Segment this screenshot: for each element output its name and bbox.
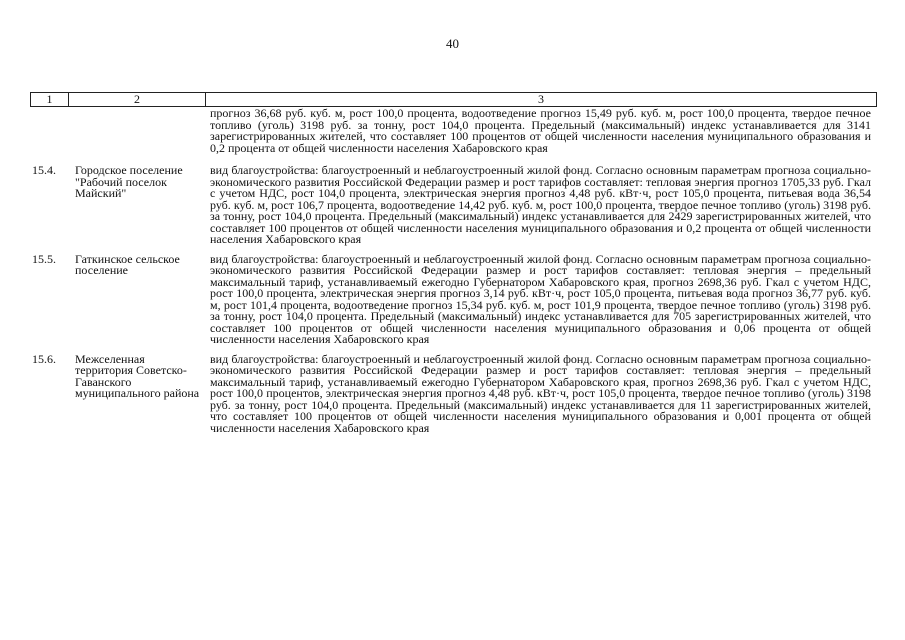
table-body	[30, 108, 877, 442]
municipality-name: Межселенная территория Советско-Гаванского муниципального района	[75, 351, 200, 400]
table-header	[30, 92, 877, 107]
row-number: 15.6.	[32, 351, 56, 366]
municipality-name: Городское поселение "Рабочий поселок Майский"	[75, 163, 183, 200]
table-header-col-1: 1	[31, 93, 69, 106]
table-header-col-2: 2	[69, 93, 206, 106]
municipality-name	[74, 108, 204, 154]
table-header-col-3: 3	[538, 92, 544, 106]
tariff-description: прогноз 36,68 руб. куб. м, рост 100,0 процента, водоотведение прогноз 15,49 руб. куб. м, рост 100,0 процента, твердое печное топливо (уголь) 3198 руб. за тонну, рост 104,0 процента. Предельный (максимальный) индекс устанавливается для 3141 зарегистрированных жителей, что составляет 100 процентов от общей численности населения муниципального образования и 0,2 процента от общей численности населения Хабаровского края	[210, 106, 871, 155]
municipality-name: Гаткинское сельское поселение	[75, 251, 180, 277]
tariff-description: вид благоустройства: благоустроенный и неблагоустроенный жилой фонд. Согласно основным параметрам прогноза социально-экономического развития Российской Федерации размер и рост тарифов составляет: тепловая энергия – предельный максимальный тариф, устанавливаемый ежегодно Губернатором Хабаровского края, прогноз 2698,36 руб. Гкал с учетом НДС, рост 100,0 процента, электрическая энергия прогноз 3,14 руб. кВт·ч, рост 105,0 процента, питьевая вода прогноз 36,77 руб. куб. м, рост 101,4 процента, водоотведение прогноз 15,34 руб. куб. м, рост 101,9 процента, твердое печное топливо (уголь) 3198 руб. за тонну, рост 104,0 процента. Предельный (максимальный) индекс устанавливается для 705 зарегистрированных жителей, что составляет 100 процентов от общей численности населения муниципального образования и 0,06 процента от общей численности населения Хабаровского края	[210, 251, 871, 346]
table-row	[30, 108, 877, 154]
tariff-description: вид благоустройства: благоустроенный и неблагоустроенный жилой фонд. Согласно основным параметрам прогноза социально-экономического развития Российской Федерации размер и рост тарифов составляет: тепловая энергия прогноз 1705,33 руб. Гкал с учетом НДС, рост 104,0 процента, электрическая энергия прогноз 4,48 руб. кВт·ч, рост 105,0 процента, питьевая вода 36,54 руб. куб. м, рост 106,7 процента, водоотведение 14,42 руб. куб. м, рост 100,0 процента, твердое печное топливо (уголь) 3198 руб. за тонну, рост 104,0 процента. Предельный (максимальный) индекс устанавливается для 2429 зарегистрированных жителей, что составляет 100 процентов от общей численности населения муниципального образования и 0,2 процента от общей численности населения Хабаровского края	[210, 163, 871, 246]
table-row	[30, 165, 877, 246]
tariff-description: вид благоустройства: благоустроенный и неблагоустроенный жилой фонд. Согласно основным параметрам прогноза социально-экономического развития Российской Федерации размер и рост тарифов составляет: тепловая энергия – предельный максимальный тариф, устанавливаемый ежегодно Губернатором Хабаровского края, прогноз 2698,36 руб. Гкал с учетом НДС, рост 100,0 процентов, электрическая энергия прогноз 4,48 руб. кВт·ч, рост 105,0 процента, твердое печное топливо (уголь) 3198 руб. за тонну, рост 104,0 процента. Предельный (максимальный) индекс устанавливается для 11 зарегистрированных жителей, что составляет 100 процентов от общей численности населения муниципального образования и 0,001 процента от общей численности населения Хабаровского края	[210, 351, 871, 435]
table-row	[30, 251, 877, 346]
row-number	[30, 108, 74, 154]
table-row	[30, 351, 877, 435]
row-number: 15.5.	[32, 251, 56, 266]
row-number: 15.4.	[32, 163, 56, 177]
page-number: 40	[446, 36, 459, 51]
